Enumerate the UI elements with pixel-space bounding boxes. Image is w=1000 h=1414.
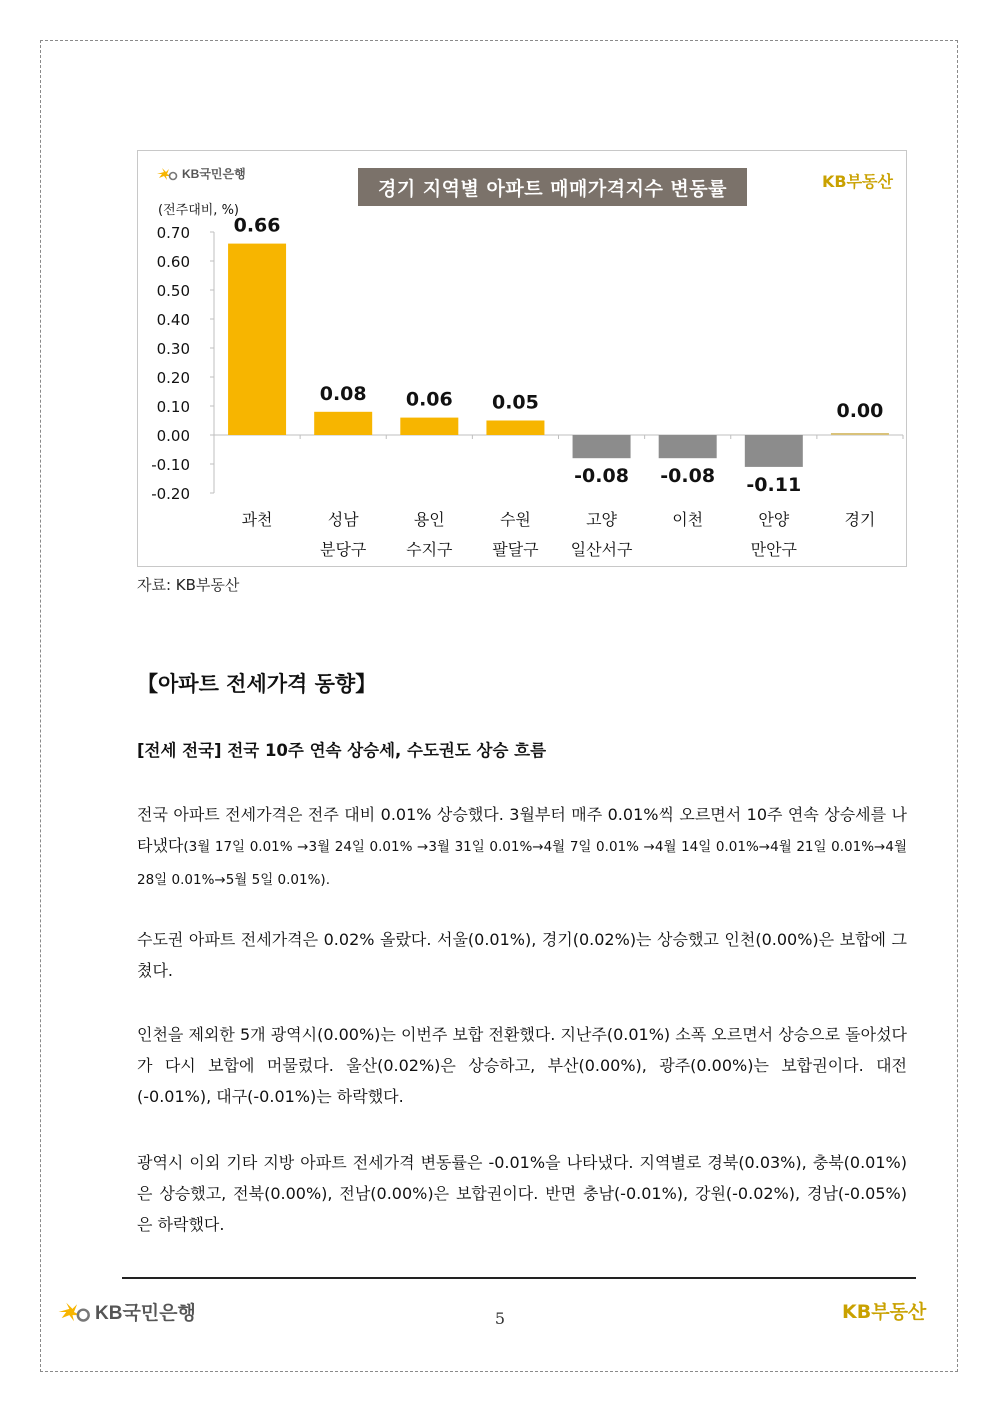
data-label: 0.66: [233, 214, 281, 237]
data-label: 0.06: [405, 388, 453, 411]
bar: [831, 433, 889, 435]
footer-kb-realestate-logo-kb: KB: [842, 1301, 872, 1323]
category-label: 경기: [844, 510, 876, 529]
data-label: -0.08: [574, 465, 629, 488]
chart-title: 경기 지역별 아파트 매매가격지수 변동률: [358, 168, 747, 206]
footer-kb-realestate-logo-text: 부동산: [871, 1301, 927, 1323]
bar: [228, 244, 286, 435]
category-label: 팔달구: [492, 540, 539, 559]
category-label: 만안구: [750, 540, 797, 559]
paragraph-1-main: 전국 아파트 전세가격은 전주 대비 0.01% 상승했다. 3월부터 매주 0.01%씩 오르면서 10주 연속 상승세를 나타냈다: [137, 805, 907, 855]
bar: [314, 412, 372, 435]
kb-realestate-logo-kb: KB: [822, 172, 847, 191]
bar-chart: [138, 151, 906, 566]
y-tick-label: 0.10: [156, 398, 190, 416]
sub-title: [전세 전국] 전국 10주 연속 상승세, 수도권도 상승 흐름: [137, 741, 547, 760]
bar: [659, 435, 717, 458]
category-label: 수지구: [406, 540, 453, 559]
footer-divider: [122, 1277, 916, 1279]
kb-bank-logo-text: KB국민은행: [182, 167, 246, 181]
category-label: 성남: [327, 510, 359, 529]
y-tick-label: 0.20: [156, 369, 190, 387]
y-tick-label: 0.30: [156, 340, 190, 358]
section-title: 【아파트 전세가격 동향】: [137, 672, 377, 696]
bar: [486, 421, 544, 436]
paragraph-2: 수도권 아파트 전세가격은 0.02% 올랐다. 서울(0.01%), 경기(0.02%)는 상승했고 인천(0.00%)은 보합에 그쳤다.: [137, 930, 907, 980]
bar: [573, 435, 631, 458]
chart-source: 자료: KB부동산: [137, 576, 240, 594]
paragraph-1: [137, 799, 907, 896]
data-label: -0.11: [746, 473, 802, 496]
kb-realestate-logo-text: 부동산: [846, 172, 893, 191]
y-tick-label: 0.70: [156, 224, 190, 242]
footer-kb-realestate-logo: [842, 1297, 926, 1324]
data-label: 0.05: [491, 391, 539, 414]
category-label: 이천: [672, 510, 704, 529]
paragraph-3: 인천을 제외한 5개 광역시(0.00%)는 이번주 보합 전환했다. 지난주(0.01%) 소폭 오르면서 상승으로 돌아섰다가 다시 보합에 머물렀다. 울산(0.02%)은 상승하고, 부산(0.00%), 광주(0.00%)는 보합권이다. 대전(-0.01%), 대구(-0.01%)는 하락했다.: [137, 1025, 907, 1106]
category-label: 수원: [499, 510, 531, 529]
chart-unit-label: (전주대비, %): [158, 203, 239, 218]
y-tick-label: 0.40: [156, 311, 190, 329]
chart-container: [137, 150, 907, 567]
data-label: 0.08: [319, 382, 367, 405]
data-label: -0.08: [660, 465, 716, 488]
bar: [745, 435, 803, 467]
y-tick-label: 0.00: [156, 427, 190, 445]
category-label: 고양: [586, 510, 618, 529]
y-tick-label: 0.60: [156, 253, 190, 271]
paragraph-4: 광역시 이외 기타 지방 아파트 전세가격 변동률은 -0.01%을 나타냈다. 지역별로 경북(0.03%), 충북(0.01%)은 상승했고, 전북(0.00%), 전남(0.00%)은 보합권이다. 반면 충남(-0.01%), 강원(-0.02%), 경남(-0.05%)은 하락했다.: [137, 1153, 907, 1234]
paragraph-1-detail: (3월 17일 0.01% →3월 24일 0.01% →3월 31일 0.01%→4월 7일 0.01% →4월 14일 0.01%→4월 21일 0.01%→4월 28일 0.01%→5월 5일 0.01%).: [137, 839, 907, 888]
y-tick-label: 0.50: [156, 282, 190, 300]
category-label: 과천: [241, 510, 273, 529]
category-label: 용인: [413, 510, 445, 529]
bar: [400, 418, 458, 435]
category-label: 안양: [758, 510, 790, 529]
page-number: 5: [494, 1309, 506, 1328]
category-label: 분당구: [320, 540, 367, 559]
y-tick-label: -0.10: [151, 456, 190, 474]
footer-kb-bank-logo-text: KB국민은행: [95, 1303, 196, 1324]
category-label: 일산서구: [570, 540, 633, 559]
y-tick-label: -0.20: [151, 485, 190, 503]
data-label: 0.00: [836, 400, 884, 422]
